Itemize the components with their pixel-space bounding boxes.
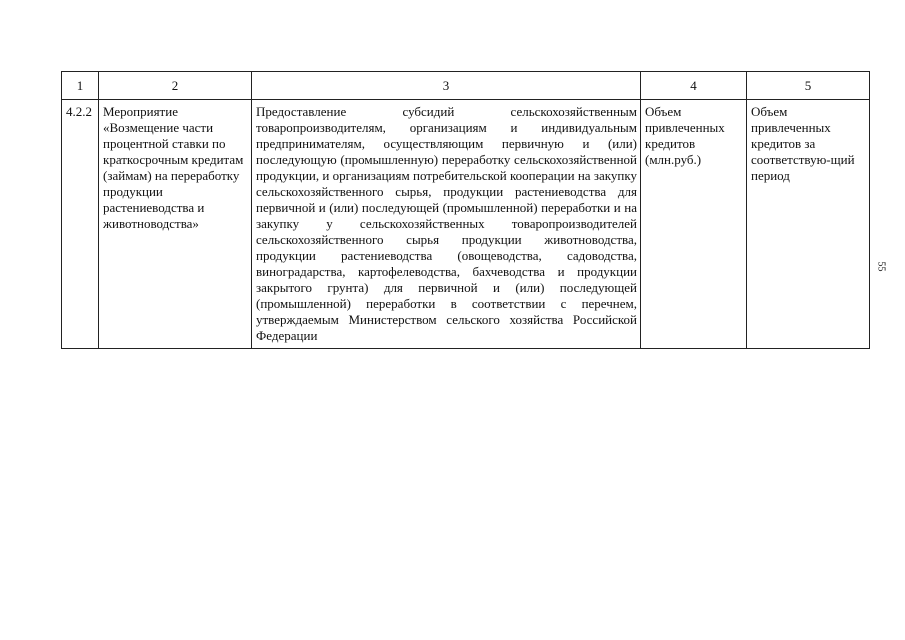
header-col-3: 3 bbox=[252, 72, 641, 100]
measure-description: Предоставление субсидий сельскохозяйственным товаропроизводителям, организациям и индивидуальным предпринимателям, осуществляющим первичную и (или) последующую (промышленную) переработку сельскохозяйственной продукции, и организациям потребительской кооперации на закупку сельскохозяйственного сырья, продукции растениеводства для первичной и (или) последующей (промышленной) переработки и на закупку у сельскохозяйственных товаропроизводителей сельскохозяйственного сырья продукции животноводства, продукции растениеводства (овощеводства, садоводства, виноградарства, картофелеводства, бахчеводства и продукции закрытого грунта) для первичной и (или) последующей (промышленной) переработки в соответствии с перечнем, утверждаемым Министерством сельского хозяйства Российской Федерации bbox=[252, 100, 641, 349]
header-col-5: 5 bbox=[747, 72, 870, 100]
header-col-4: 4 bbox=[641, 72, 747, 100]
indicator-period: Объем привлеченных кредитов за соответствую-щий период bbox=[747, 100, 870, 349]
header-col-2: 2 bbox=[99, 72, 252, 100]
page-number: 55 bbox=[875, 261, 887, 272]
header-col-1: 1 bbox=[62, 72, 99, 100]
row-number: 4.2.2 bbox=[62, 100, 99, 349]
measure-name: Мероприятие «Возмещение части процентной ставки по краткосрочным кредитам (займам) на переработку продукции растениеводства и животноводства» bbox=[99, 100, 252, 349]
measures-table bbox=[61, 71, 870, 349]
indicator-name: Объем привлеченных кредитов (млн.руб.) bbox=[641, 100, 747, 349]
header-row bbox=[62, 72, 870, 100]
table-row bbox=[62, 100, 870, 349]
